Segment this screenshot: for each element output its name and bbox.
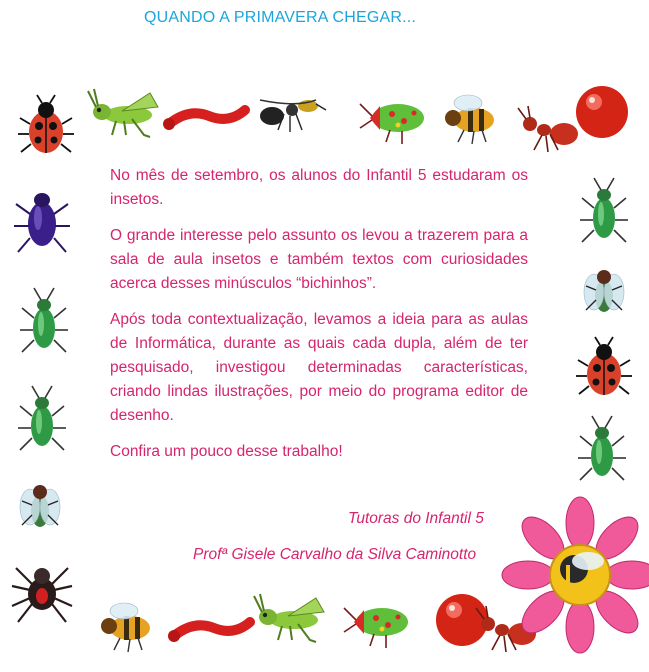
caterpillar-icon: [168, 622, 250, 642]
paragraph: No mês de setembro, os alunos do Infantil 5 estudaram os insetos.: [110, 167, 528, 208]
wasp-icon: [260, 100, 326, 132]
bee-icon: [101, 603, 150, 652]
red-ball-icon: [436, 594, 488, 646]
ladybug-icon: [18, 95, 74, 153]
ladybug-icon: [576, 337, 632, 395]
flower-icon: [502, 497, 649, 653]
fly-icon: [20, 485, 60, 527]
paragraph: O grande interesse pelo assunto os levou a trazerem para a sala de aula insetos e também textos com curiosidades acerca desses minúsculos “bichinhos”.: [110, 227, 528, 292]
grasshopper-icon: [88, 89, 158, 137]
green-bug-icon: [578, 416, 626, 480]
beetle-icon: [14, 193, 70, 252]
stink-bug-icon: [360, 104, 424, 144]
signature-line-2: Profª Gisele Carvalho da Silva Caminotto: [193, 546, 477, 563]
spider-icon: [12, 568, 72, 622]
green-bug-icon: [20, 288, 68, 352]
ant-icon: [518, 106, 578, 152]
grasshopper-icon: [254, 594, 324, 642]
beetle-icon: [580, 178, 628, 242]
page-title: QUANDO A PRIMAVERA CHEGAR...: [144, 9, 417, 26]
signature-line-1: Tutoras do Infantil 5: [348, 510, 484, 527]
caterpillar-icon: [163, 110, 245, 130]
bee-icon: [445, 95, 494, 144]
fly-icon: [584, 270, 624, 312]
paragraph: Após toda contextualização, levamos a ideia para as aulas de Informática, durante as quais cada dupla, além de ter pesquisado, investigou determinadas características, criando lindas ilustrações, por meio do programa editor de desenho.: [110, 311, 528, 424]
stink-bug-icon: [344, 608, 408, 648]
beetle-icon: [18, 386, 66, 450]
red-ball-icon: [576, 86, 628, 138]
paragraph: Confira um pouco desse trabalho!: [110, 443, 343, 460]
body-text: [110, 164, 528, 476]
